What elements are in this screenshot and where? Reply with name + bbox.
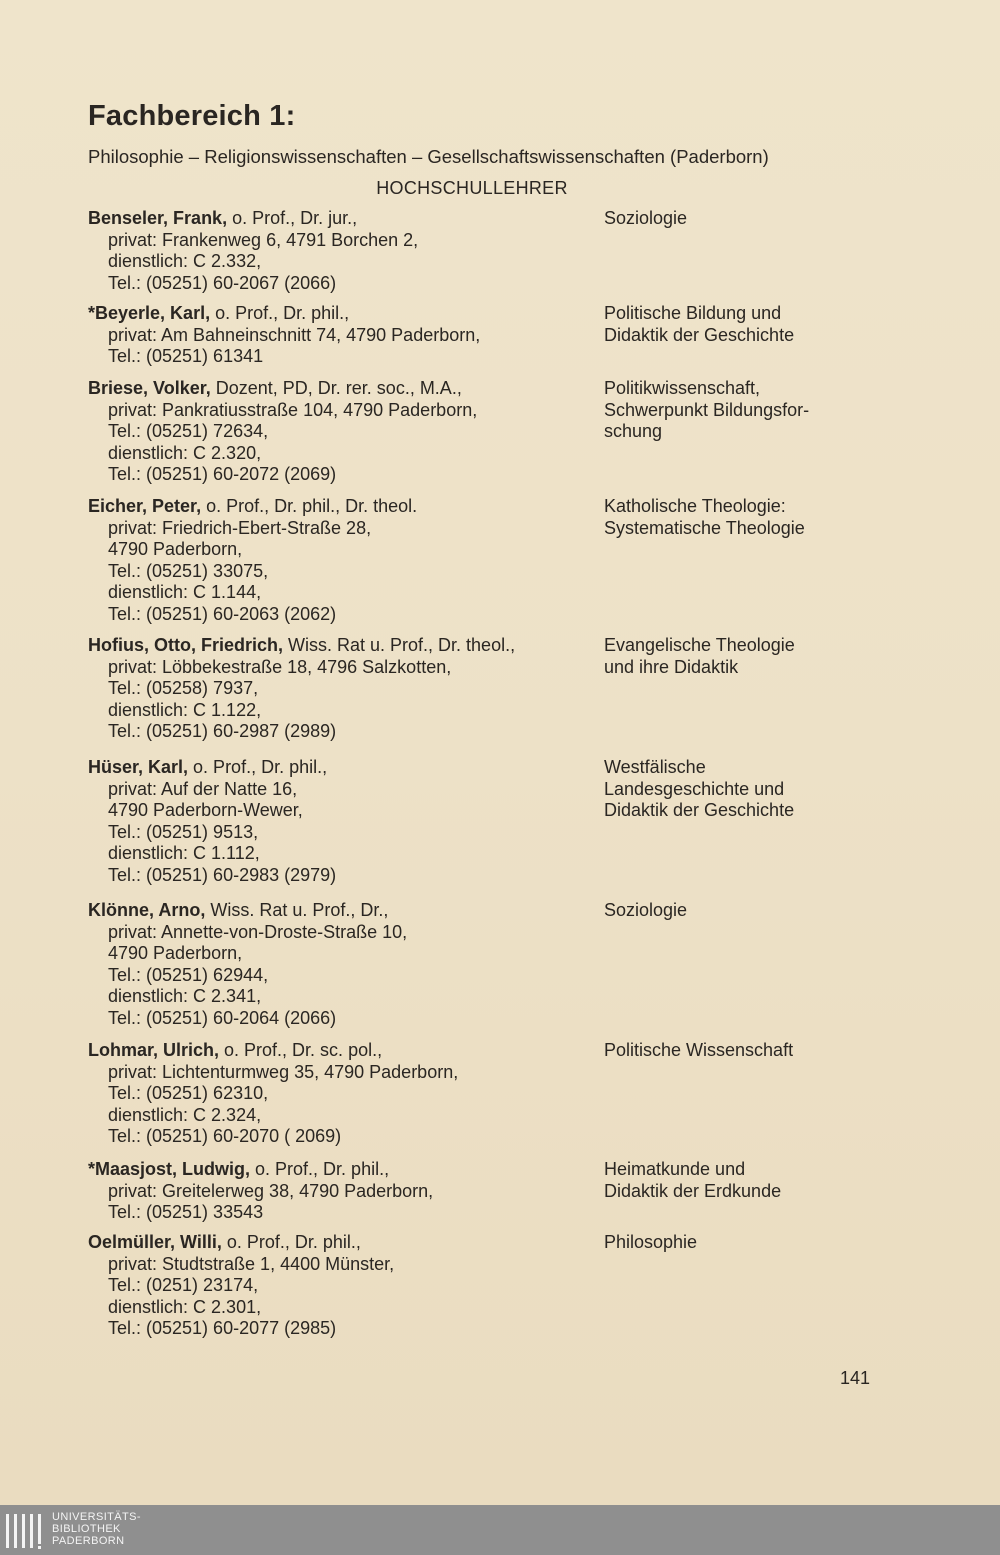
staff-title: o. Prof., Dr. jur.,	[227, 208, 358, 228]
contact-line: Tel.: (05251) 60-2072 (2069)	[108, 464, 337, 485]
staff-title: o. Prof., Dr. phil.,	[210, 303, 350, 323]
staff-entry	[88, 900, 968, 1030]
staff-name: Hofius, Otto, Friedrich,	[88, 635, 284, 655]
staff-entry	[88, 1040, 968, 1148]
subject-line: Westfälische	[604, 757, 706, 777]
contact-line: dienstlich: C 2.301,	[108, 1296, 262, 1317]
page-number: 141	[840, 1368, 871, 1388]
contact-line: 4790 Paderborn-Wewer,	[108, 800, 303, 821]
subject-line: Didaktik der Geschichte	[604, 800, 795, 821]
contact-line: dienstlich: C 2.324,	[108, 1104, 262, 1125]
contact-line: Tel.: (05251) 72634,	[108, 421, 269, 442]
contact-line: 4790 Paderborn,	[108, 539, 243, 560]
contact-line: privat: Greitelerweg 38, 4790 Paderborn,	[108, 1180, 434, 1201]
subject-area	[604, 208, 904, 230]
subject-area	[604, 378, 904, 443]
section-heading-text: HOCHSCHULLEHRER	[376, 178, 568, 198]
library-footer	[0, 1505, 1000, 1555]
staff-title: o. Prof., Dr. phil., Dr. theol.	[201, 496, 418, 516]
contact-line: Tel.: (05251) 60-2067 (2066)	[108, 272, 337, 293]
logo-line: PADERBORN	[52, 1535, 125, 1547]
contact-line: privat: Auf der Natte 16,	[108, 778, 298, 799]
contact-line: Tel.: (05258) 7937,	[108, 678, 259, 699]
contact-line: privat: Am Bahneinschnitt 74, 4790 Paderborn,	[108, 324, 481, 345]
subject-line: Didaktik der Erdkunde	[604, 1180, 782, 1201]
subject-area	[604, 757, 904, 822]
staff-entry	[88, 635, 968, 743]
staff-name: *Beyerle, Karl,	[88, 303, 211, 323]
subject-area	[604, 1040, 904, 1062]
staff-name: Klönne, Arno,	[88, 900, 206, 920]
contact-line: 4790 Paderborn,	[108, 943, 243, 964]
subject-area	[604, 900, 904, 922]
contact-line: dienstlich: C 2.341,	[108, 986, 262, 1007]
subject-area	[604, 303, 904, 346]
subject-line: Schwerpunkt Bildungsfor-	[604, 399, 810, 420]
subject-line: Evangelische Theologie	[604, 635, 795, 655]
staff-entry	[88, 378, 968, 486]
subject-line: schung	[604, 421, 663, 442]
staff-name: Briese, Volker,	[88, 378, 211, 398]
staff-entry	[88, 1232, 968, 1340]
subject-area	[604, 1232, 904, 1254]
staff-title: o. Prof., Dr. phil.,	[221, 1232, 361, 1252]
staff-title: Wiss. Rat u. Prof., Dr. theol.,	[283, 635, 516, 655]
contact-line: dienstlich: C 1.122,	[108, 699, 262, 720]
library-bars-icon	[4, 1508, 48, 1552]
subject-line: Katholische Theologie:	[604, 496, 786, 516]
subject-line: und ihre Didaktik	[604, 656, 739, 677]
contact-line: Tel.: (05251) 60-2070 ( 2069)	[108, 1126, 342, 1147]
staff-entry	[88, 1159, 968, 1224]
contact-line: privat: Löbbekestraße 18, 4796 Salzkotten,	[108, 656, 452, 677]
contact-line: dienstlich: C 1.144,	[108, 582, 262, 603]
contact-line: Tel.: (05251) 60-2064 (2066)	[108, 1007, 337, 1028]
staff-title: o. Prof., Dr. phil.,	[250, 1159, 390, 1179]
subject-area	[604, 496, 904, 539]
logo-line: UNIVERSITÄTS-	[52, 1511, 141, 1523]
subject-line: Soziologie	[604, 900, 688, 920]
subject-line: Heimatkunde und	[604, 1159, 746, 1179]
staff-entry	[88, 208, 968, 294]
staff-name: Oelmüller, Willi,	[88, 1232, 222, 1252]
page-subtitle: Philosophie – Religionswissenschaften – Gesellschaftswissenschaften (Paderborn)	[88, 146, 769, 167]
contact-line: privat: Studtstraße 1, 4400 Münster,	[108, 1253, 395, 1274]
section-heading	[0, 178, 1000, 199]
subject-line: Philosophie	[604, 1232, 698, 1252]
contact-line: Tel.: (05251) 61341	[108, 346, 264, 367]
contact-line: Tel.: (05251) 33075,	[108, 560, 269, 581]
subject-line: Soziologie	[604, 208, 688, 228]
contact-line: privat: Lichtenturmweg 35, 4790 Paderborn,	[108, 1061, 459, 1082]
contact-line: Tel.: (05251) 60-2987 (2989)	[108, 721, 337, 742]
contact-line: Tel.: (05251) 60-2077 (2985)	[108, 1318, 337, 1339]
contact-line: Tel.: (0251) 23174,	[108, 1275, 259, 1296]
staff-title: o. Prof., Dr. phil.,	[188, 757, 328, 777]
staff-title: Wiss. Rat u. Prof., Dr.,	[205, 900, 389, 920]
library-logo-text	[52, 1511, 141, 1547]
subject-line: Landesgeschichte und	[604, 778, 785, 799]
staff-name: Lohmar, Ulrich,	[88, 1040, 220, 1060]
contact-line: Tel.: (05251) 9513,	[108, 821, 259, 842]
subject-line: Politische Wissenschaft	[604, 1040, 794, 1060]
staff-name: Eicher, Peter,	[88, 496, 202, 516]
subject-area	[604, 1159, 904, 1202]
contact-line: dienstlich: C 2.332,	[108, 251, 262, 272]
subject-line: Politikwissenschaft,	[604, 378, 761, 398]
subject-area	[604, 635, 904, 678]
contact-line: privat: Annette-von-Droste-Straße 10,	[108, 921, 408, 942]
staff-name: Benseler, Frank,	[88, 208, 228, 228]
contact-line: privat: Friedrich-Ebert-Straße 28,	[108, 517, 372, 538]
contact-line: Tel.: (05251) 33543	[108, 1202, 264, 1223]
contact-line: Tel.: (05251) 62944,	[108, 964, 269, 985]
staff-entry	[88, 303, 968, 368]
contact-line: privat: Pankratiusstraße 104, 4790 Paderborn,	[108, 399, 478, 420]
page-title: Fachbereich 1:	[88, 100, 296, 132]
subject-line: Didaktik der Geschichte	[604, 324, 795, 345]
contact-line: privat: Frankenweg 6, 4791 Borchen 2,	[108, 229, 419, 250]
contact-line: dienstlich: C 2.320,	[108, 442, 262, 463]
contact-line: Tel.: (05251) 60-2063 (2062)	[108, 603, 337, 624]
contact-line: Tel.: (05251) 62310,	[108, 1083, 269, 1104]
logo-line: BIBLIOTHEK	[52, 1523, 121, 1535]
staff-title: o. Prof., Dr. sc. pol.,	[219, 1040, 383, 1060]
staff-entry	[88, 757, 968, 887]
contact-line: Tel.: (05251) 60-2983 (2979)	[108, 864, 337, 885]
staff-entry	[88, 496, 968, 626]
staff-title: Dozent, PD, Dr. rer. soc., M.A.,	[210, 378, 462, 398]
contact-line: dienstlich: C 1.112,	[108, 843, 260, 864]
staff-name: Hüser, Karl,	[88, 757, 189, 777]
staff-name: *Maasjost, Ludwig,	[88, 1159, 251, 1179]
subject-line: Politische Bildung und	[604, 303, 782, 323]
subject-line: Systematische Theologie	[604, 517, 805, 538]
